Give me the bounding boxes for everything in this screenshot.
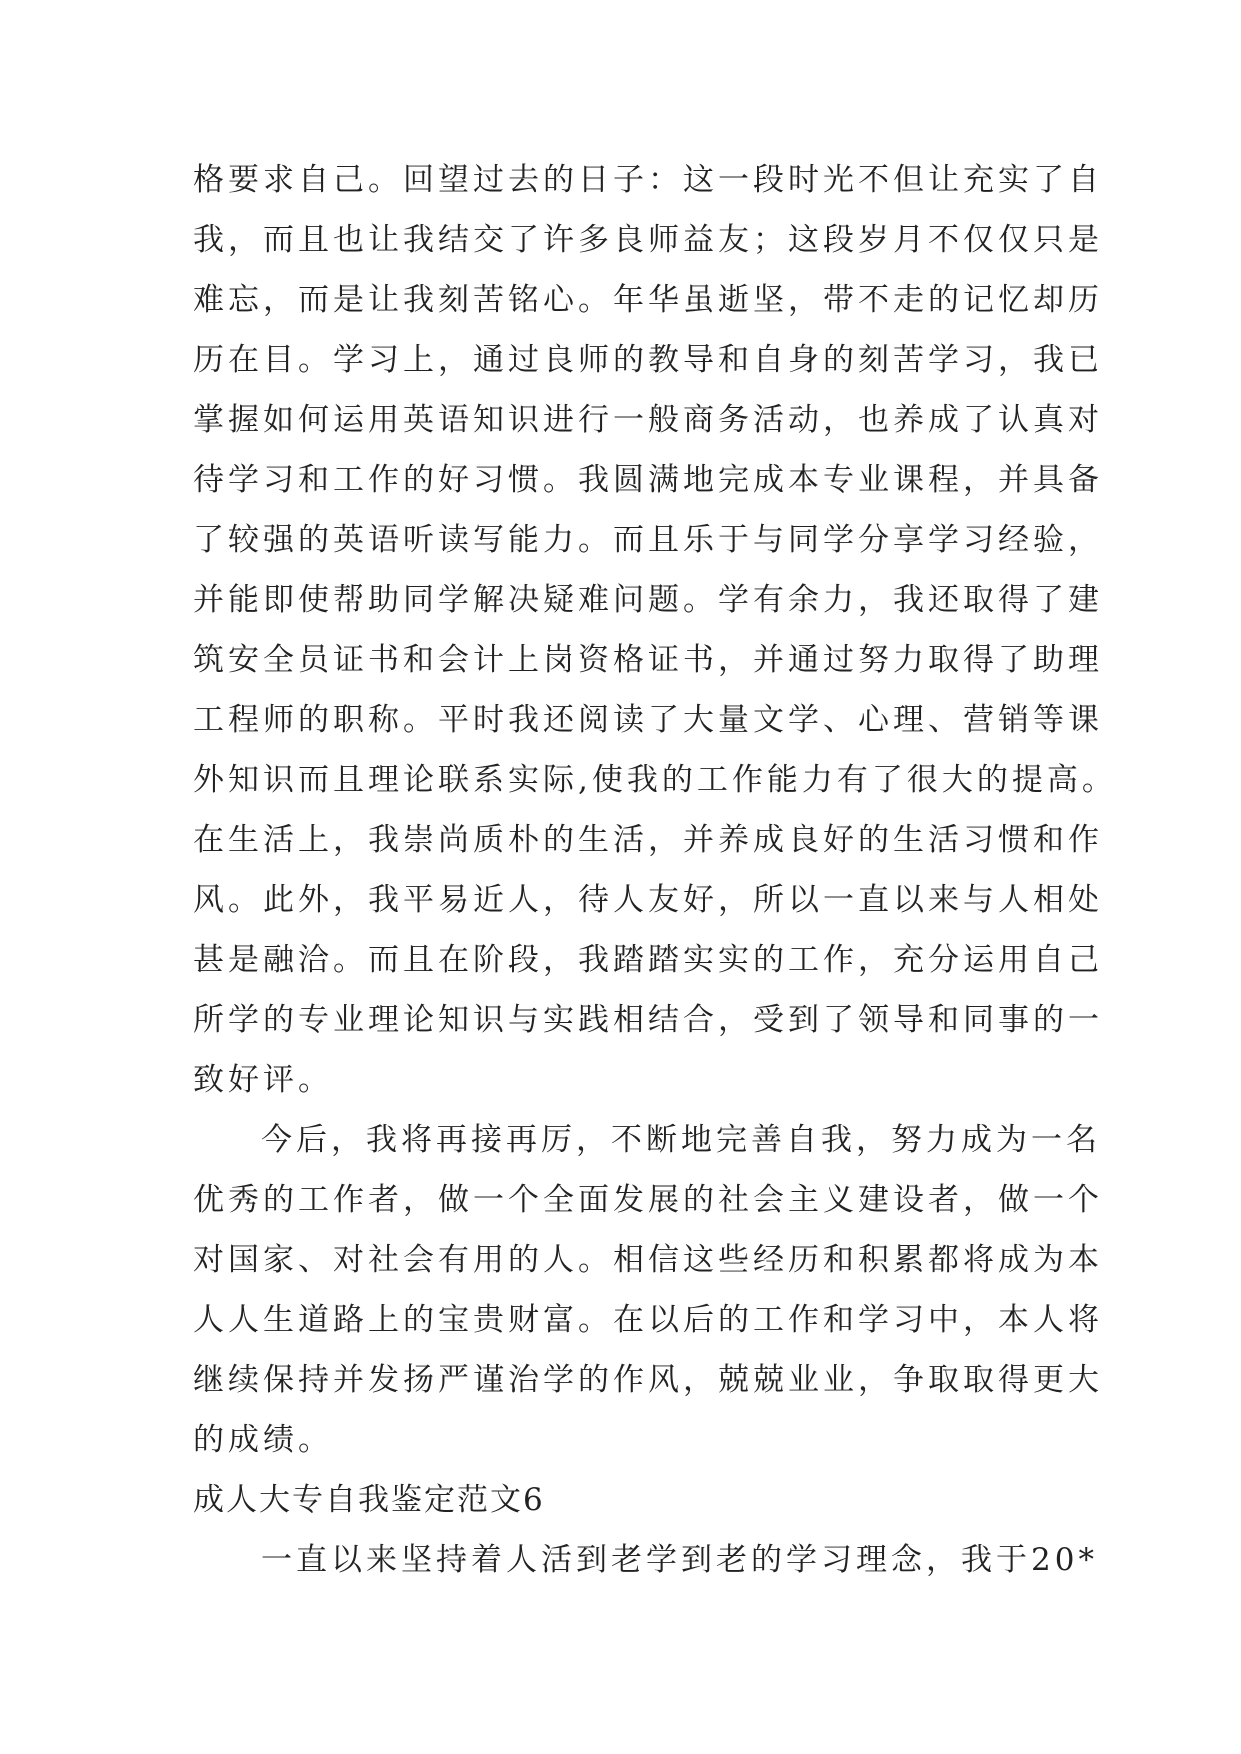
text-line: 风。此外，我平易近人，待人友好，所以一直以来与人相处 bbox=[193, 882, 1103, 918]
text-line: 的成绩。 bbox=[193, 1422, 333, 1458]
text-line: 待学习和工作的好习惯。我圆满地完成本专业课程，并具备 bbox=[193, 462, 1103, 498]
text-line: 甚是融洽。而且在阶段，我踏踏实实的工作，充分运用自己 bbox=[193, 942, 1103, 978]
text-line: 所学的专业理论知识与实践相结合，受到了领导和同事的一 bbox=[193, 1002, 1103, 1038]
text-line: 掌握如何运用英语知识进行一般商务活动，也养成了认真对 bbox=[193, 402, 1103, 438]
text-line: 筑安全员证书和会计上岗资格证书，并通过努力取得了助理 bbox=[193, 642, 1103, 678]
text-line: 了较强的英语听读写能力。而且乐于与同学分享学习经验， bbox=[193, 522, 1103, 558]
text-line: 格要求自己。回望过去的日子：这一段时光不但让充实了自 bbox=[193, 162, 1103, 198]
text-line: 历在目。学习上，通过良师的教导和自身的刻苦学习，我已 bbox=[193, 342, 1103, 378]
text-line: 今后，我将再接再厉，不断地完善自我，努力成为一名 bbox=[261, 1122, 1101, 1158]
text-line: 致好评。 bbox=[193, 1062, 333, 1098]
text-line: 对国家、对社会有用的人。相信这些经历和积累都将成为本 bbox=[193, 1242, 1103, 1278]
paragraph-learning-philosophy bbox=[193, 1530, 1098, 1590]
text-line: 我，而且也让我结交了许多良师益友；这段岁月不仅仅只是 bbox=[193, 222, 1103, 258]
text-line: 外知识而且理论联系实际,使我的工作能力有了很大的提高。 bbox=[193, 762, 1117, 798]
document-body bbox=[193, 150, 1117, 1590]
text-line: 在生活上，我崇尚质朴的生活，并养成良好的生活习惯和作 bbox=[193, 822, 1103, 858]
section-heading: 成人大专自我鉴定范文6 bbox=[193, 1482, 545, 1518]
text-line: 人人生道路上的宝贵财富。在以后的工作和学习中，本人将 bbox=[193, 1302, 1103, 1338]
text-line: 优秀的工作者，做一个全面发展的社会主义建设者，做一个 bbox=[193, 1182, 1103, 1218]
text-line: 难忘，而是让我刻苦铭心。年华虽逝坚，带不走的记忆却历 bbox=[193, 282, 1103, 318]
text-line: 工程师的职称。平时我还阅读了大量文学、心理、营销等课 bbox=[193, 702, 1103, 738]
text-line: 并能即使帮助同学解决疑难问题。学有余力，我还取得了建 bbox=[193, 582, 1103, 618]
text-line: 继续保持并发扬严谨治学的作风，兢兢业业，争取取得更大 bbox=[193, 1362, 1103, 1398]
text-line: 一直以来坚持着人活到老学到老的学习理念，我于20* bbox=[261, 1542, 1098, 1578]
paragraph-self-assessment bbox=[193, 150, 1117, 1110]
paragraph-future-goals bbox=[193, 1110, 1103, 1470]
